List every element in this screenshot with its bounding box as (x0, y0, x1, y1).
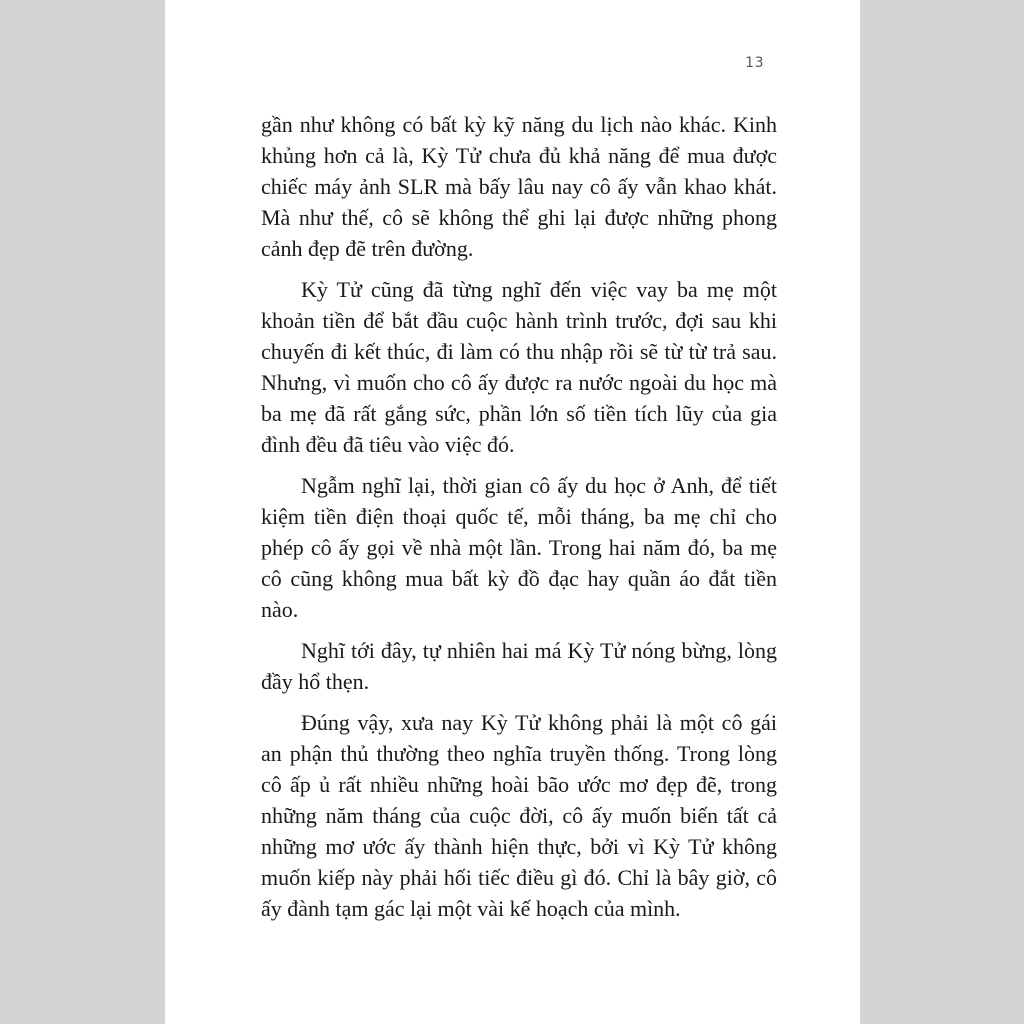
paragraph-2: Kỳ Tử cũng đã từng nghĩ đến việc vay ba mẹ một khoản tiền để bắt đầu cuộc hành trình trước, đợi sau khi chuyến đi kết thúc, đi làm có thu nhập rồi sẽ từ từ trả sau. Nhưng, vì muốn cho cô ấy được ra nước ngoài du học mà ba mẹ đã rất gắng sức, phần lớn số tiền tích lũy của gia đình đều đã tiêu vào việc đó. (261, 277, 777, 457)
paragraph-5: Đúng vậy, xưa nay Kỳ Tử không phải là một cô gái an phận thủ thường theo nghĩa truyền thống. Trong lòng cô ấp ủ rất nhiều những hoài bão ước mơ đẹp đẽ, trong những năm tháng của cuộc đời, cô ấy muốn biến tất cả những mơ ước ấy thành hiện thực, bởi vì Kỳ Tử không muốn kiếp này phải hối tiếc điều gì đó. Chỉ là bây giờ, cô ấy đành tạm gác lại một vài kế hoạch của mình. (261, 710, 777, 921)
page-body (261, 109, 777, 934)
page-number: 13 (745, 55, 764, 71)
paragraph-4: Nghĩ tới đây, tự nhiên hai má Kỳ Tử nóng bừng, lòng đầy hổ thẹn. (261, 638, 777, 694)
book-page (165, 0, 860, 1024)
paragraph-3: Ngẫm nghĩ lại, thời gian cô ấy du học ở Anh, để tiết kiệm tiền điện thoại quốc tế, mỗi tháng, ba mẹ chỉ cho phép cô ấy gọi về nhà một lần. Trong hai năm đó, ba mẹ cô cũng không mua bất kỳ đồ đạc hay quần áo đắt tiền nào. (261, 473, 777, 622)
paragraph-1: gần như không có bất kỳ kỹ năng du lịch nào khác. Kinh khủng hơn cả là, Kỳ Tử chưa đủ khả năng để mua được chiếc máy ảnh SLR mà bấy lâu nay cô ấy vẫn khao khát. Mà như thế, cô sẽ không thể ghi lại được những phong cảnh đẹp đẽ trên đường. (261, 112, 777, 261)
